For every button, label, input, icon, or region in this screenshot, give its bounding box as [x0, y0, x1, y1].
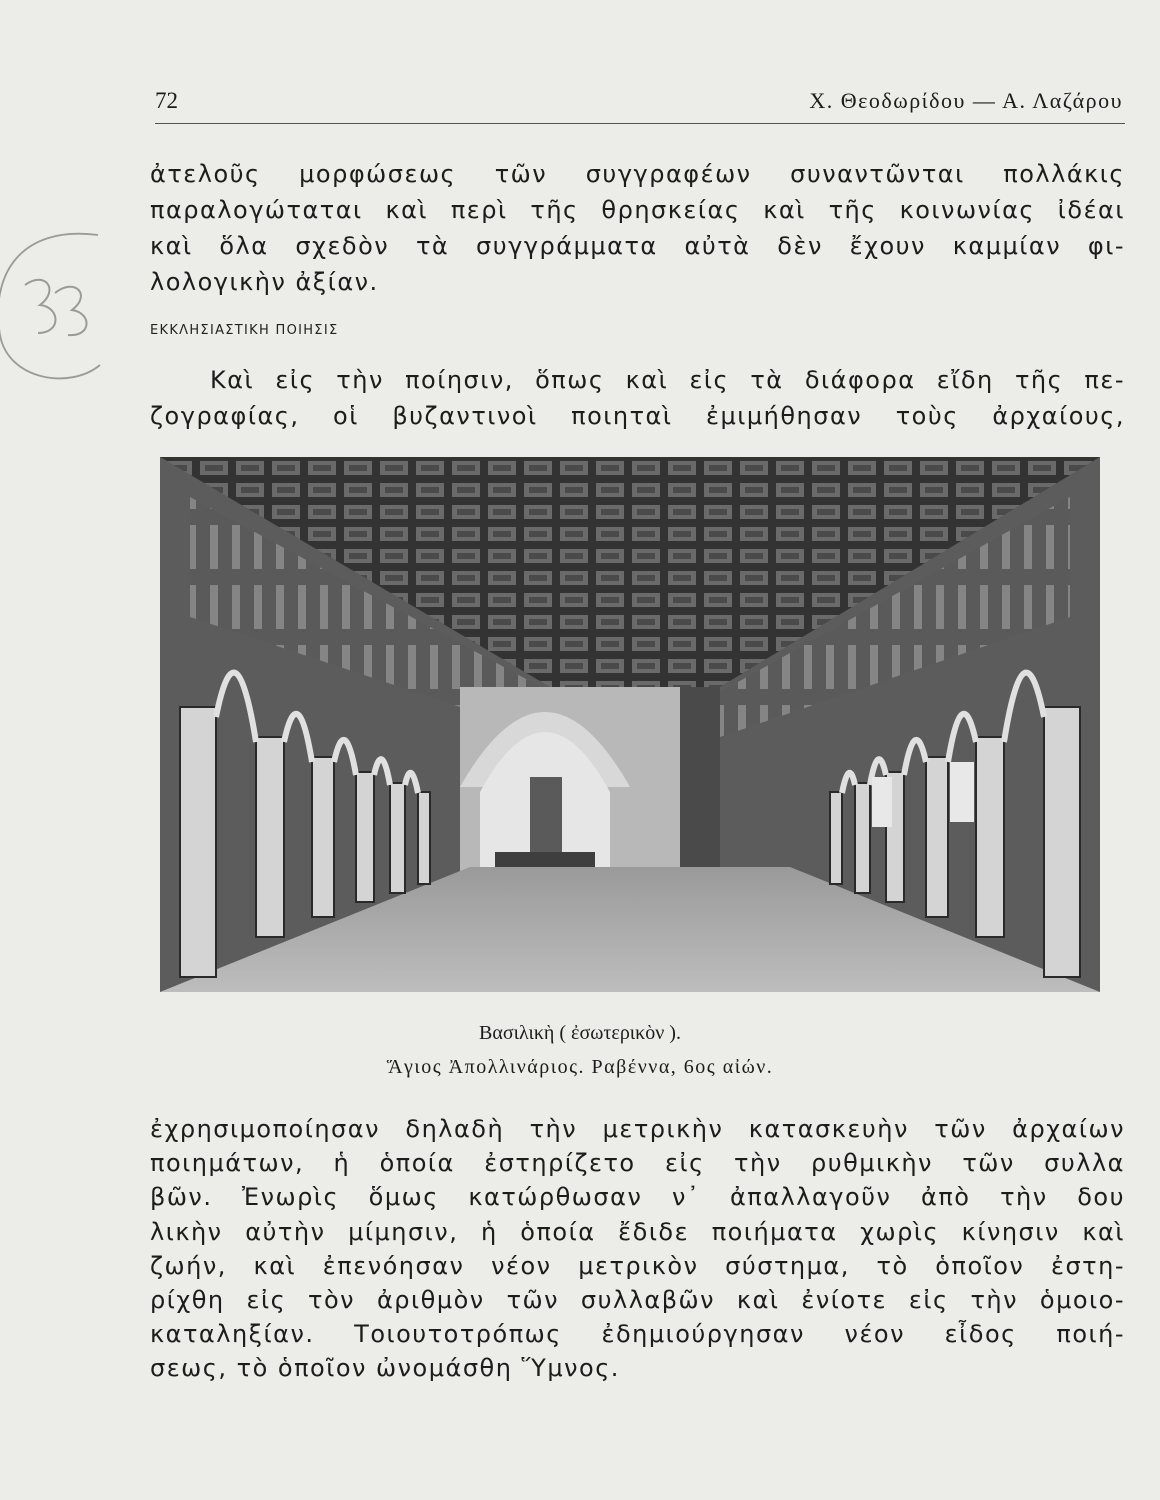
figure-caption-title: Βασιλικὴ ( ἐσωτερικὸν ). [479, 1022, 681, 1044]
running-head: Χ. Θεοδωρίδου — Α. Λαζάρου [809, 88, 1123, 113]
text-line: ποιημάτων, ἡ ὁποία ἐστηρίζετο εἰς τὴν ρυθμικὴν τῶν συλλα [150, 1149, 1125, 1178]
basilica-photograph [160, 457, 1100, 992]
text-line: ζωήν, καὶ ἐπενόησαν νέον μετρικὸν σύστημα, τὸ ὁποῖον ἐστη- [150, 1251, 1125, 1280]
text-line: ἐχρησιμοποίησαν δηλαδὴ τὴν μετρικὴν κατασκευὴν τῶν ἀρχαίων [150, 1115, 1125, 1143]
text-line: καὶ ὅλα σχεδὸν τὰ συγγράμματα αὐτὰ δὲν ἔχουν καμμίαν φι- [150, 232, 1125, 260]
handwritten-page-mark [0, 215, 120, 395]
text-line: παραλογώταται καὶ περὶ τῆς θρησκείας καὶ τῆς κοινωνίας ἰδέαι [150, 196, 1125, 224]
text-line: ζογραφίας, οἱ βυζαντινοὶ ποιηταὶ ἐμιμήθησαν τοὺς ἀρχαίους, [150, 402, 1125, 430]
text-line: λικὴν αὐτὴν μίμησιν, ἡ ὁποία ἔδιδε ποιήματα χωρὶς κίνησιν καὶ [150, 1217, 1125, 1246]
figure-caption-detail: Ἅγιος Ἀπολλινάριος. Ραβέννα, 6ος αἰών. [386, 1056, 774, 1078]
paragraph-hymn [150, 1112, 1125, 1386]
section-heading: ΕΚΚΛΗΣΙΑΣΤΙΚΗ ΠΟΙΗΣΙΣ [150, 323, 339, 338]
text-line: ἀτελοῦς μορφώσεως τῶν συγγραφέων συναντῶνται πολλάκις [150, 160, 1125, 188]
text-line: ρίχθη εἰς τὸν ἀριθμὸν τῶν συλλαβῶν καὶ ἐνίοτε εἰς τὴν ὁμοιο- [150, 1286, 1125, 1315]
text-line: βῶν. Ἐνωρὶς ὅμως κατώρθωσαν ν᾽ ἀπαλλαγοῦν ἀπὸ τὴν δου [150, 1183, 1125, 1212]
paragraph-intro [150, 156, 1125, 300]
text-line: σεως, τὸ ὁποῖον ὠνομάσθη Ὕμνος. [150, 1354, 620, 1383]
text-line: καταληξίαν. Τοιουτοτρόπως ἐδημιούργησαν νέον εἶδος ποιή- [150, 1320, 1125, 1349]
text-line: λολογικὴν ἀξίαν. [150, 268, 379, 296]
text-line: Καὶ εἰς τὴν ποίησιν, ὅπως καὶ εἰς τὰ διάφορα εἴδη τῆς πε- [210, 366, 1125, 394]
header-rule [155, 123, 1125, 124]
page-header [155, 88, 1123, 116]
page-number: 72 [155, 88, 178, 113]
paragraph-poetry [150, 362, 1125, 434]
